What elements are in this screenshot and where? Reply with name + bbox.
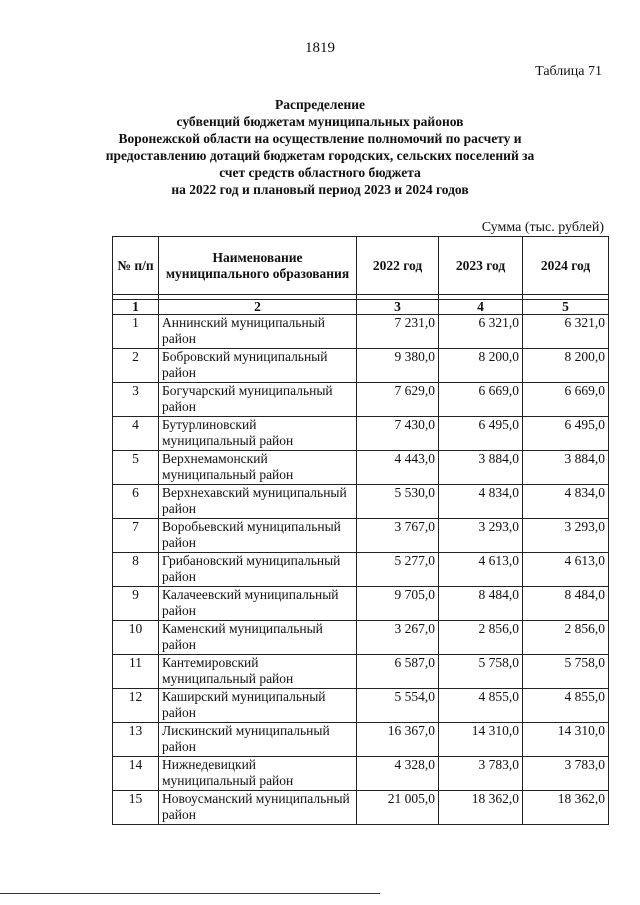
municipality-name: Нижнедевицкий муниципальный район	[159, 757, 357, 791]
column-number: 5	[523, 300, 609, 315]
amount-2024: 8 484,0	[523, 587, 609, 621]
table-row	[113, 485, 609, 519]
table-row	[113, 417, 609, 451]
column-header-2022: 2022 год	[357, 237, 439, 295]
amount-2022: 9 380,0	[357, 349, 439, 383]
municipality-name: Бутурлиновский муниципальный район	[159, 417, 357, 451]
amount-2022: 7 629,0	[357, 383, 439, 417]
row-number: 13	[113, 723, 159, 757]
amount-2024: 5 758,0	[523, 655, 609, 689]
title-line: предоставлению дотаций бюджетам городских, сельских поселений за	[105, 148, 535, 163]
amount-2024: 2 856,0	[523, 621, 609, 655]
document-title	[60, 96, 580, 198]
amount-2023: 18 362,0	[439, 791, 523, 825]
amount-2024: 6 669,0	[523, 383, 609, 417]
municipality-name: Новоусманский муниципальный район	[159, 791, 357, 825]
table-row	[113, 757, 609, 791]
table-row	[113, 349, 609, 383]
row-number: 5	[113, 451, 159, 485]
column-header-name: Наименование муниципального образования	[159, 237, 357, 295]
amount-2023: 14 310,0	[439, 723, 523, 757]
page-number: 1819	[305, 40, 335, 56]
municipality-name: Бобровский муниципальный район	[159, 349, 357, 383]
table-row	[113, 791, 609, 825]
column-number: 4	[439, 300, 523, 315]
title-line: на 2022 год и плановый период 2023 и 2024 годов	[171, 182, 469, 197]
amount-2023: 4 855,0	[439, 689, 523, 723]
amount-2024: 6 321,0	[523, 315, 609, 349]
table-label: Таблица 71	[535, 64, 602, 79]
amount-2022: 7 430,0	[357, 417, 439, 451]
amount-2024: 6 495,0	[523, 417, 609, 451]
unit-label: Сумма (тыс. рублей)	[481, 220, 604, 235]
table-row	[113, 689, 609, 723]
row-number: 1	[113, 315, 159, 349]
amount-2024: 4 855,0	[523, 689, 609, 723]
amount-2023: 8 200,0	[439, 349, 523, 383]
amount-2022: 16 367,0	[357, 723, 439, 757]
municipality-name: Лискинский муниципальный район	[159, 723, 357, 757]
table-row	[113, 383, 609, 417]
amount-2024: 4 613,0	[523, 553, 609, 587]
amount-2022: 3 767,0	[357, 519, 439, 553]
amount-2023: 4 613,0	[439, 553, 523, 587]
amount-2024: 3 884,0	[523, 451, 609, 485]
title-line: субвенций бюджетам муниципальных районов	[176, 114, 464, 129]
amount-2022: 6 587,0	[357, 655, 439, 689]
amount-2024: 18 362,0	[523, 791, 609, 825]
title-line: Распределение	[274, 97, 366, 112]
row-number: 11	[113, 655, 159, 689]
amount-2023: 6 669,0	[439, 383, 523, 417]
table-row	[113, 315, 609, 349]
amount-2023: 3 884,0	[439, 451, 523, 485]
column-number: 1	[113, 300, 159, 315]
row-number: 4	[113, 417, 159, 451]
amount-2024: 3 293,0	[523, 519, 609, 553]
row-number: 8	[113, 553, 159, 587]
municipality-name: Кантемировский муниципальный район	[159, 655, 357, 689]
title-line: счет средств областного бюджета	[219, 165, 421, 180]
row-number: 10	[113, 621, 159, 655]
column-header-number: № п/п	[113, 237, 159, 295]
amount-2023: 6 495,0	[439, 417, 523, 451]
row-number: 12	[113, 689, 159, 723]
municipality-name: Аннинский муниципальный район	[159, 315, 357, 349]
amount-2022: 3 267,0	[357, 621, 439, 655]
table-row	[113, 723, 609, 757]
municipality-name: Каменский муниципальный район	[159, 621, 357, 655]
municipality-name: Богучарский муниципальный район	[159, 383, 357, 417]
table-row	[113, 655, 609, 689]
table-row	[113, 451, 609, 485]
row-number: 15	[113, 791, 159, 825]
row-number: 7	[113, 519, 159, 553]
column-number-row	[113, 300, 609, 315]
column-header-2023: 2023 год	[439, 237, 523, 295]
subsidy-table	[112, 236, 609, 825]
column-number: 3	[357, 300, 439, 315]
row-number: 2	[113, 349, 159, 383]
amount-2022: 4 328,0	[357, 757, 439, 791]
amount-2022: 9 705,0	[357, 587, 439, 621]
footnote-divider	[0, 893, 380, 894]
table-body	[113, 315, 609, 825]
table-row	[113, 553, 609, 587]
amount-2023: 8 484,0	[439, 587, 523, 621]
municipality-name: Верхнехавский муниципальный район	[159, 485, 357, 519]
amount-2022: 7 231,0	[357, 315, 439, 349]
municipality-name: Каширский муниципальный район	[159, 689, 357, 723]
municipality-name: Верхнемамонский муниципальный район	[159, 451, 357, 485]
amount-2024: 3 783,0	[523, 757, 609, 791]
amount-2022: 21 005,0	[357, 791, 439, 825]
title-line: Воронежской области на осуществление полномочий по расчету и	[118, 131, 522, 146]
column-number: 2	[159, 300, 357, 315]
table-row	[113, 519, 609, 553]
row-number: 6	[113, 485, 159, 519]
amount-2022: 5 554,0	[357, 689, 439, 723]
amount-2023: 2 856,0	[439, 621, 523, 655]
row-number: 3	[113, 383, 159, 417]
table-header-row	[113, 237, 609, 295]
municipality-name: Калачеевский муниципальный район	[159, 587, 357, 621]
column-header-2024: 2024 год	[523, 237, 609, 295]
amount-2022: 5 530,0	[357, 485, 439, 519]
amount-2024: 4 834,0	[523, 485, 609, 519]
municipality-name: Воробьевский муниципальный район	[159, 519, 357, 553]
amount-2024: 8 200,0	[523, 349, 609, 383]
amount-2023: 5 758,0	[439, 655, 523, 689]
amount-2022: 4 443,0	[357, 451, 439, 485]
municipality-name: Грибановский муниципальный район	[159, 553, 357, 587]
amount-2023: 4 834,0	[439, 485, 523, 519]
amount-2024: 14 310,0	[523, 723, 609, 757]
row-number: 14	[113, 757, 159, 791]
table-row	[113, 621, 609, 655]
amount-2023: 6 321,0	[439, 315, 523, 349]
amount-2023: 3 293,0	[439, 519, 523, 553]
amount-2022: 5 277,0	[357, 553, 439, 587]
row-number: 9	[113, 587, 159, 621]
table-row	[113, 587, 609, 621]
amount-2023: 3 783,0	[439, 757, 523, 791]
